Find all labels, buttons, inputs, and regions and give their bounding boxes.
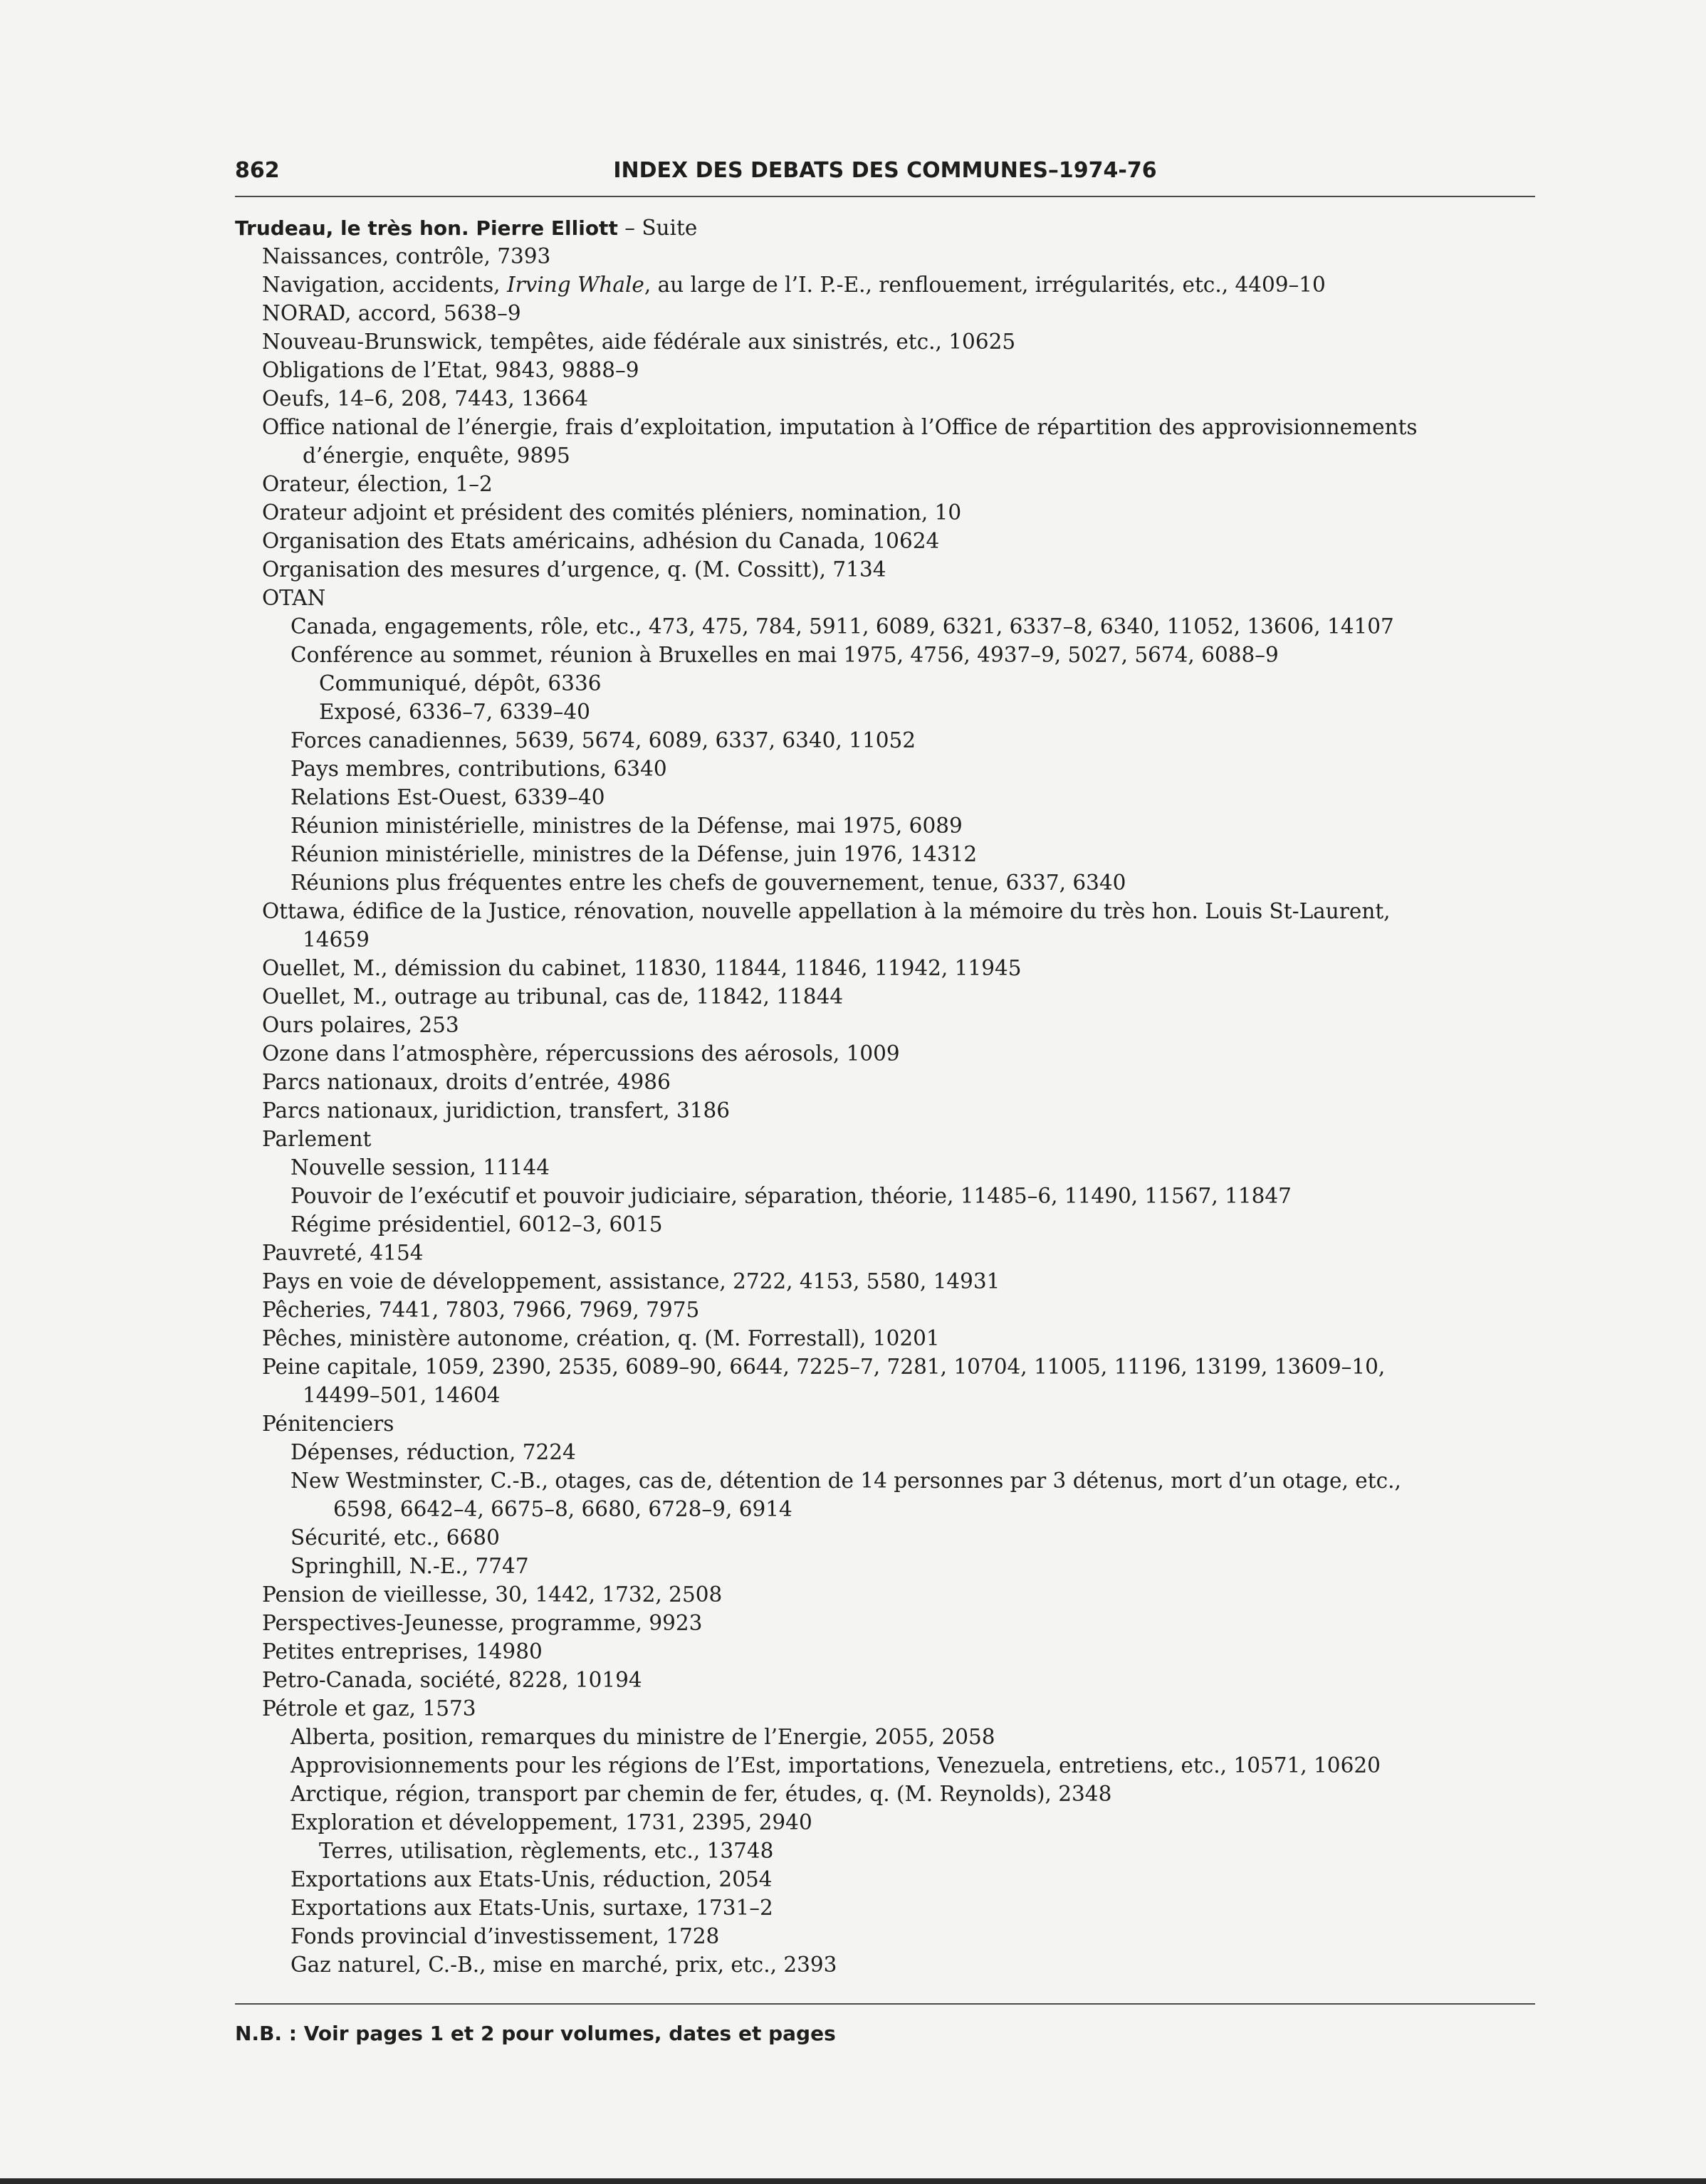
index-line: Naissances, contrôle, 7393 [262, 244, 551, 268]
index-line-text: Navigation, accidents, [262, 273, 507, 297]
page-edge [0, 2178, 1706, 2184]
index-line: Organisation des mesures d’urgence, q. (M. Cossitt), 7134 [262, 557, 886, 582]
index-line: Gaz naturel, C.-B., mise en marché, prix, etc., 2393 [291, 1953, 837, 1977]
index-line: Exportations aux Etats-Unis, surtaxe, 1731–2 [291, 1896, 773, 1920]
index-line: 14499–501, 14604 [303, 1383, 501, 1407]
index-line: Oeufs, 14–6, 208, 7443, 13664 [262, 387, 588, 411]
index-line: Orateur adjoint et président des comités pléniers, nomination, 10 [262, 500, 962, 525]
footnote: N.B. : Voir pages 1 et 2 pour volumes, dates et pages [235, 2022, 836, 2045]
index-line: Exploration et développement, 1731, 2395, 2940 [291, 1810, 812, 1834]
page-header [235, 158, 1535, 194]
index-line-text: , au large de l’I. P.-E., renflouement, irrégularités, etc., 4409–10 [644, 273, 1326, 297]
index-line: Pénitenciers [262, 1412, 394, 1436]
index-line: Arctique, région, transport par chemin de fer, études, q. (M. Reynolds), 2348 [291, 1782, 1112, 1806]
index-line: Communiqué, dépôt, 6336 [319, 671, 602, 695]
index-line: Ottawa, édifice de la Justice, rénovation, nouvelle appellation à la mémoire du très hon. Louis St-Laurent, [262, 899, 1391, 923]
index-entries [235, 214, 1535, 1979]
index-line: Perspectives-Jeunesse, programme, 9923 [262, 1611, 703, 1635]
index-line: Réunions plus fréquentes entre les chefs de gouvernement, tenue, 6337, 6340 [291, 871, 1126, 895]
index-line: Ours polaires, 253 [262, 1013, 459, 1037]
index-line: Régime présidentiel, 6012–3, 6015 [291, 1212, 663, 1237]
index-line: Nouveau-Brunswick, tempêtes, aide fédérale aux sinistrés, etc., 10625 [262, 330, 1016, 354]
index-line: Peine capitale, 1059, 2390, 2535, 6089–90, 6644, 7225–7, 7281, 10704, 11005, 11196, 13199, 13609–10, [262, 1355, 1386, 1379]
index-entry-heading [235, 214, 1535, 242]
index-line: Obligations de l’Etat, 9843, 9888–9 [262, 358, 639, 382]
index-line: Sécurité, etc., 6680 [291, 1526, 500, 1550]
index-line: Approvisionnements pour les régions de l’Est, importations, Venezuela, entretiens, etc., 10571, 10620 [291, 1753, 1381, 1778]
page-number: 862 [235, 158, 280, 183]
index-line: Pétrole et gaz, 1573 [262, 1696, 476, 1721]
index-line: Pays en voie de développement, assistance, 2722, 4153, 5580, 14931 [262, 1269, 1000, 1293]
index-line: Fonds provincial d’investissement, 1728 [291, 1924, 720, 1948]
index-line: Pauvreté, 4154 [262, 1241, 424, 1265]
index-line: Canada, engagements, rôle, etc., 473, 475, 784, 5911, 6089, 6321, 6337–8, 6340, 11052, 13606, 14107 [291, 614, 1394, 639]
index-line: Nouvelle session, 11144 [291, 1155, 550, 1180]
entry-suite: – Suite [617, 216, 698, 240]
index-line: Pays membres, contributions, 6340 [291, 757, 667, 781]
index-line: Ouellet, M., outrage au tribunal, cas de, 11842, 11844 [262, 985, 844, 1009]
index-line: Pêches, ministère autonome, création, q. (M. Forrestall), 10201 [262, 1326, 940, 1350]
index-line: Ozone dans l’atmosphère, répercussions des aérosols, 1009 [262, 1041, 900, 1066]
ship-name: Irving Whale [506, 273, 644, 297]
index-line: Petites entreprises, 14980 [262, 1639, 543, 1664]
index-line: Springhill, N.-E., 7747 [291, 1554, 529, 1578]
index-line: Office national de l’énergie, frais d’exploitation, imputation à l’Office de répartition des approvisionnements [262, 415, 1418, 439]
index-line: Parlement [262, 1127, 372, 1151]
index-line: Réunion ministérielle, ministres de la Défense, mai 1975, 6089 [291, 814, 963, 838]
header-divider [235, 196, 1535, 197]
page-title: INDEX DES DEBATS DES COMMUNES–1974-76 [613, 158, 1157, 183]
index-line: Pension de vieillesse, 30, 1442, 1732, 2508 [262, 1582, 723, 1607]
index-line: d’énergie, enquête, 9895 [303, 443, 570, 468]
index-line: Exposé, 6336–7, 6339–40 [319, 700, 590, 724]
index-line: New Westminster, C.-B., otages, cas de, détention de 14 personnes par 3 détenus, mort d’un otage, etc., [291, 1469, 1401, 1493]
index-line: 14659 [303, 928, 370, 952]
index-line: 6598, 6642–4, 6675–8, 6680, 6728–9, 6914 [333, 1497, 792, 1521]
index-line: Dépenses, réduction, 7224 [291, 1440, 576, 1464]
index-line: Parcs nationaux, droits d’entrée, 4986 [262, 1070, 671, 1094]
index-line: Ouellet, M., démission du cabinet, 11830, 11844, 11846, 11942, 11945 [262, 956, 1022, 980]
index-line: NORAD, accord, 5638–9 [262, 301, 521, 325]
index-line: Relations Est-Ouest, 6339–40 [291, 785, 605, 809]
index-line: Terres, utilisation, règlements, etc., 13748 [319, 1839, 774, 1863]
index-line: Pouvoir de l’exécutif et pouvoir judiciaire, séparation, théorie, 11485–6, 11490, 11567, 11847 [291, 1184, 1292, 1208]
index-line: OTAN [262, 586, 326, 610]
index-line: Forces canadiennes, 5639, 5674, 6089, 6337, 6340, 11052 [291, 728, 916, 752]
index-line: Organisation des Etats américains, adhésion du Canada, 10624 [262, 529, 940, 553]
index-line: Orateur, élection, 1–2 [262, 472, 493, 496]
footer-divider [235, 2003, 1535, 2005]
index-line: Petro-Canada, société, 8228, 10194 [262, 1668, 642, 1692]
index-line: Parcs nationaux, juridiction, transfert, 3186 [262, 1098, 731, 1123]
index-line: Exportations aux Etats-Unis, réduction, 2054 [291, 1867, 773, 1891]
entry-name: Trudeau, le très hon. Pierre Elliott [235, 216, 618, 240]
index-line: Conférence au sommet, réunion à Bruxelles en mai 1975, 4756, 4937–9, 5027, 5674, 6088–9 [291, 643, 1279, 667]
index-line: Pêcheries, 7441, 7803, 7966, 7969, 7975 [262, 1298, 700, 1322]
index-line: Réunion ministérielle, ministres de la Défense, juin 1976, 14312 [291, 842, 978, 866]
index-line: Alberta, position, remarques du ministre de l’Energie, 2055, 2058 [291, 1725, 995, 1749]
index-line [235, 271, 1535, 299]
